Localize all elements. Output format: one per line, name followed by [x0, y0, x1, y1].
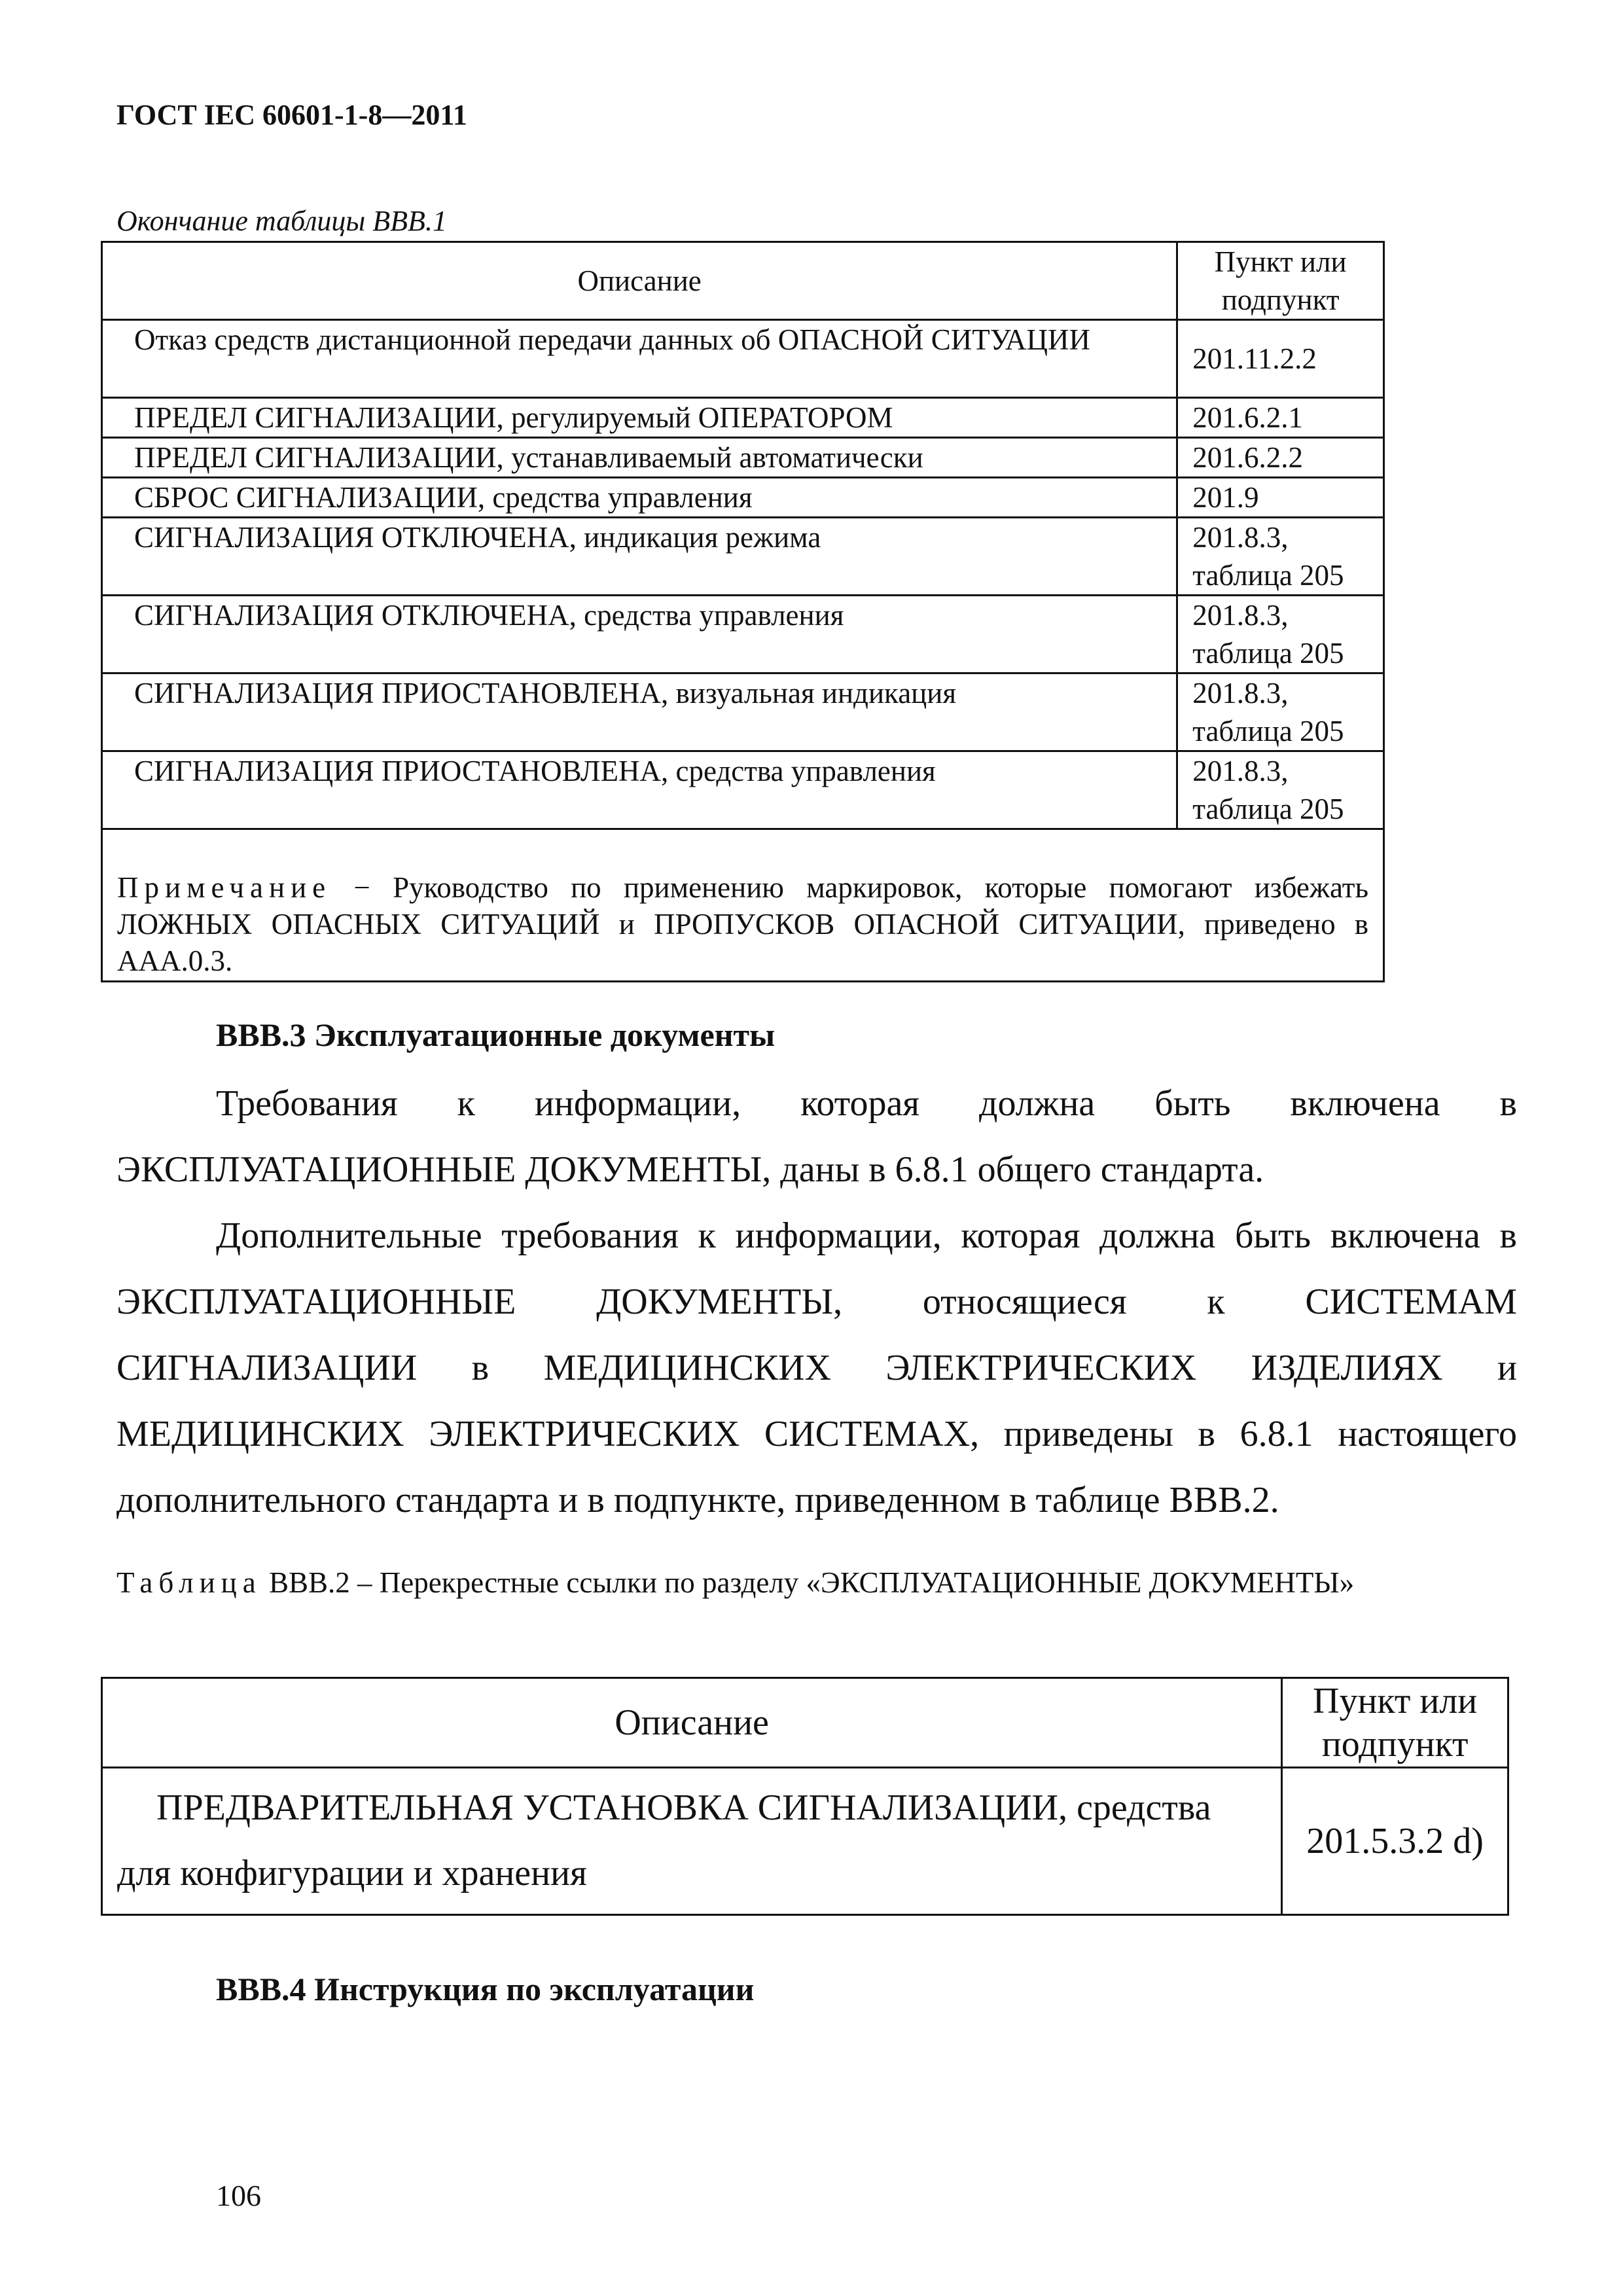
row-description-line1: ПРЕДВАРИТЕЛЬНАЯ УСТАНОВКА СИГНАЛИЗАЦИИ, средства [156, 1787, 1211, 1828]
table-bbb1-end [101, 241, 1385, 982]
caption-label: Таблица [116, 1566, 262, 1599]
table-row [102, 478, 1384, 518]
row-reference: 201.11.2.2 [1177, 320, 1384, 398]
row-description: СИГНАЛИЗАЦИЯ ПРИОСТАНОВЛЕНА, визуальная индикация [102, 673, 1177, 751]
section-heading-bbb3: ВВВ.3 Эксплуатационные документы [216, 1016, 776, 1053]
row-reference: 201.6.2.1 [1177, 398, 1384, 438]
row-description: ПРЕДЕЛ СИГНАЛИЗАЦИИ, регулируемый ОПЕРАТОРОМ [102, 398, 1177, 438]
row-reference-clause: 201.8.3, [1192, 599, 1289, 632]
table-row [102, 596, 1384, 673]
row-reference-clause: 201.8.3, [1192, 677, 1289, 709]
caption-text: ВВВ.2 – Перекрестные ссылки по разделу «ЭКСПЛУАТАЦИОННЫЕ ДОКУМЕНТЫ» [261, 1566, 1355, 1599]
row-description: ПРЕДЕЛ СИГНАЛИЗАЦИИ, устанавливаемый автоматически [102, 438, 1177, 478]
note-label: Примечание [117, 871, 332, 904]
row-reference [1177, 673, 1384, 751]
table1-note-row [102, 829, 1384, 982]
table2-col-description: Описание [102, 1678, 1282, 1768]
table-row [102, 518, 1384, 596]
page-number: 106 [216, 2179, 261, 2212]
row-reference: 201.9 [1177, 478, 1384, 518]
table1-col-ref-line2: подпункт [1221, 283, 1340, 316]
table-row [102, 1768, 1508, 1915]
row-description: СИГНАЛИЗАЦИЯ ОТКЛЮЧЕНА, средства управления [102, 596, 1177, 673]
row-description: Отказ средств дистанционной передачи данных об ОПАСНОЙ СИТУАЦИИ [102, 320, 1177, 398]
table2-col-ref-line2: подпункт [1321, 1724, 1469, 1765]
row-description: СИГНАЛИЗАЦИЯ ПРИОСТАНОВЛЕНА, средства управления [102, 751, 1177, 829]
row-reference-clause: 201.8.3, [1192, 521, 1289, 554]
table1-note [102, 829, 1384, 982]
paragraph: Дополнительные требования к информации, которая должна быть включена в ЭКСПЛУАТАЦИОННЫЕ ДОКУМЕНТЫ, относящиеся к СИСТЕМАМ СИГНАЛИЗАЦИИ в МЕДИЦИНСКИХ ЭЛЕКТРИЧЕСКИХ ИЗДЕЛИЯХ и МЕДИЦИНСКИХ ЭЛЕКТРИЧЕСКИХ СИСТЕМАХ, приведены в 6.8.1 настоящего дополнительного стандарта и в подпункте, приведенном в таблице ВВВ.2. [116, 1215, 1517, 1520]
table1-caption: Окончание таблицы ВВВ.1 [116, 205, 447, 237]
table-row [102, 320, 1384, 398]
table-row [102, 398, 1384, 438]
row-description: СИГНАЛИЗАЦИЯ ОТКЛЮЧЕНА, индикация режима [102, 518, 1177, 596]
table-row [102, 438, 1384, 478]
table2-col-ref [1282, 1678, 1508, 1768]
table1-col-ref-line1: Пункт или [1214, 245, 1347, 278]
row-reference-table: таблица 205 [1192, 793, 1344, 825]
table2-header-row [102, 1678, 1508, 1768]
row-reference-clause: 201.8.3, [1192, 755, 1289, 787]
row-reference [1177, 751, 1384, 829]
row-reference: 201.6.2.2 [1177, 438, 1384, 478]
table1-col-description: Описание [102, 242, 1177, 320]
paragraph: Требования к информации, которая должна быть включена в ЭКСПЛУАТАЦИОННЫЕ ДОКУМЕНТЫ, даны в 6.8.1 общего стандарта. [116, 1083, 1517, 1190]
table1-header-row [102, 242, 1384, 320]
table-row [102, 673, 1384, 751]
row-reference [1177, 518, 1384, 596]
standard-code: ГОСТ IEC 60601-1-8—2011 [116, 99, 467, 131]
table-bbb2 [101, 1677, 1509, 1916]
row-reference-table: таблица 205 [1192, 559, 1344, 592]
section-heading-bbb4: ВВВ.4 Инструкция по эксплуатации [216, 1971, 755, 2007]
row-description: СБРОС СИГНАЛИЗАЦИИ, средства управления [102, 478, 1177, 518]
row-reference-table: таблица 205 [1192, 637, 1344, 670]
table-row [102, 751, 1384, 829]
row-reference [1177, 596, 1384, 673]
row-description-line2: для конфигурации и хранения [117, 1853, 587, 1893]
note-text: − Руководство по применению маркировок, которые помогают избежать ЛОЖНЫХ ОПАСНЫХ СИТУАЦИЙ и ПРОПУСКОВ ОПАСНОЙ СИТУАЦИИ, приведено в ААА.0.3. [117, 871, 1368, 977]
row-reference-table: таблица 205 [1192, 715, 1344, 747]
table2-col-ref-line1: Пункт или [1313, 1681, 1478, 1721]
section-bbb3-body [116, 1071, 1517, 1534]
table2-caption [116, 1559, 1517, 1607]
row-reference: 201.5.3.2 d) [1282, 1768, 1508, 1915]
row-description [102, 1768, 1282, 1915]
table1-col-ref [1177, 242, 1384, 320]
